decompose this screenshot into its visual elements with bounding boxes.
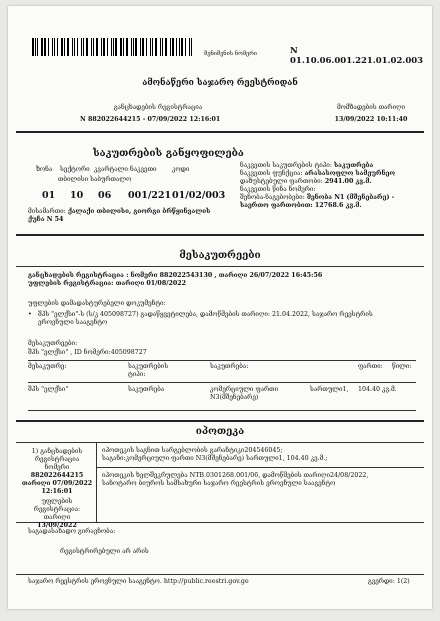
barcode-bar: [191, 38, 192, 56]
barcode-bar: [115, 38, 117, 56]
mortgage-line: საგანი:კომერციული ფართი N3(მშენებარე) სართული1, 104.40 კვ.მ.;: [102, 455, 328, 462]
barcode-bar: [131, 38, 132, 56]
barcode-bar: [96, 38, 98, 56]
barcode-bar: [91, 38, 93, 56]
barcode-bar: [135, 38, 137, 56]
footer-page: გვერდი: 1(2): [368, 578, 410, 585]
code-value: 06: [98, 190, 112, 201]
mortgage-line: იპოთეკის საგნით სარგებლობის გარანტიკი204546045;: [102, 447, 283, 454]
barcode-bar: [170, 38, 171, 56]
barcode-bar: [52, 38, 53, 56]
prepared-label: მომზადების თარიღი: [336, 104, 406, 111]
barcode-bar: [165, 38, 167, 56]
code-value: 10: [70, 190, 84, 201]
registration-value: N 882022644215 - 07/09/2022 12:16:01: [80, 116, 221, 123]
barcode-bar: [181, 38, 183, 56]
table-header-cell: ფართი:: [358, 363, 383, 370]
barcode-bar: [133, 38, 134, 56]
barcode-bar: [103, 38, 105, 56]
table-top-line: [28, 360, 416, 361]
barcode-bar: [37, 38, 38, 56]
basis-label: უფლების დამადასტურებელი დოკუმენტი:: [28, 300, 166, 307]
barcode-bar: [32, 38, 34, 56]
barcode-bar: [140, 38, 141, 56]
code-label: ნაკვეთი: [130, 166, 157, 173]
barcode-bar: [150, 38, 151, 56]
mortgage-details: [102, 447, 424, 463]
barcode-bar: [120, 38, 122, 56]
address-value: ქალაქი თბილისი, გიორგი ბრწყინვალის ქუჩა N 54: [28, 208, 211, 223]
barcode-bar: [111, 38, 112, 56]
barcode-bar: [35, 38, 36, 56]
barcode-bar: [77, 38, 79, 56]
owners-registration: განცხადების რეგისტრაცია : ნომერი 882022543130 , თარიღი 26/07/2022 16:45:56 უფლების რეგისტრაცია: თარიღი 01/08/2022: [28, 272, 323, 287]
barcode-bar: [107, 38, 108, 56]
barcode-bar: [74, 38, 75, 56]
table-cell: სართული1,: [310, 386, 349, 393]
table-header-cell: წილი:: [392, 363, 412, 370]
owners-section-title: მესაკუთრეები: [179, 250, 261, 261]
barcode-bar: [41, 38, 43, 56]
barcode-bar: [142, 38, 144, 56]
bullet-icon: •: [28, 311, 32, 318]
barcode-bar: [152, 38, 154, 56]
barcode-bar: [146, 38, 147, 56]
right-registration: უფლების რეგისტრაცია: თარიღი 13/09/2022: [33, 498, 81, 529]
detail-line: დაზუსტებული ფართობი: 2941.00 კვ.მ.: [240, 178, 372, 185]
barcode-bar: [189, 38, 190, 56]
barcode-bar: [83, 38, 84, 56]
table-row: [28, 386, 416, 408]
barcode-bar: [44, 38, 46, 56]
barcode-bar: [86, 38, 88, 56]
code-label: კვარტალი: [94, 166, 128, 173]
barcode-bar: [57, 38, 59, 56]
divider: [16, 266, 424, 267]
barcode-bar: [179, 38, 180, 56]
mortgage-line: სანოტარო ბიუროს სამსახური საჯარო რეესტრის ეროვნული სააგენტო: [102, 480, 336, 487]
divider: [16, 234, 424, 236]
owners-table-header: [28, 363, 416, 381]
document-page: [8, 6, 432, 609]
property-details: [240, 162, 420, 210]
barcode-bar: [172, 38, 174, 56]
owner-value: შპს "ელქსი" , ID ნომერი:405098727: [28, 349, 147, 356]
footer-agency: საჯარო რეესტრის ეროვნული სააგენტო. http://public.reestri.gov.ge: [28, 578, 249, 585]
barcode-bar: [155, 38, 157, 56]
mortgage-section-title: იპოთეკა: [195, 426, 245, 437]
owner-label: მესაკუთრეები:: [28, 340, 78, 347]
code-label: ზონა: [36, 166, 53, 173]
barcode-bar: [48, 38, 49, 56]
mortgage-registration: 1) განცხადების რეგისტრაცია ნომერი 882022644215 თარიღი 07/09/2022 12:16:01: [21, 448, 93, 495]
table-cell: 104.40 კვ.მ.: [358, 386, 397, 393]
table-header-cell: საკუთრება:: [210, 363, 249, 370]
table-cell: კომერციული ფართი N3(მშენებარე): [210, 386, 279, 401]
barcode-bar: [64, 38, 65, 56]
detail-line: ნაკვეთის საკუთრების ტიპი: საკუთრება: [240, 162, 374, 169]
divider: [16, 442, 424, 443]
column-divider: [96, 442, 97, 522]
basis-item: • შპს "ელქსი"-ს (ს/კ 405098727) გადაწყვეტილება, დამოწმების თარიღი: 21.04.2022, საჯარო რეესტრის ეროვნული სააგენტო: [28, 311, 373, 326]
code-value: 001/221: [128, 190, 172, 201]
document-number: N 01.10.06.001.221.01.02.003: [290, 46, 424, 66]
barcode-bar: [176, 38, 177, 56]
prepared-value: 13/09/2022 10:11:40: [334, 116, 408, 123]
barcode-bar: [54, 38, 55, 56]
mortgage-line: იპოთეკის ხელშეკრულება NTB.0301268.001/06, დამოწმების თარიღი24/08/2022,: [102, 472, 369, 479]
barcode-bar: [101, 38, 102, 56]
table-cell: საკუთრება: [128, 386, 165, 393]
barcode-bar: [81, 38, 82, 56]
barcode-bar: [72, 38, 73, 56]
tax-lien-label: საგადასახადო გირავნობა:: [28, 528, 116, 535]
table-header-line: [28, 382, 416, 383]
barcode-bar: [160, 38, 161, 56]
divider: [96, 467, 424, 468]
table-header-cell: მესაკუთრე:: [28, 363, 67, 370]
barcode-bar: [123, 38, 124, 56]
code-label: სექტორი: [60, 166, 90, 173]
barcode-bar: [113, 38, 114, 56]
table-bottom-line: [28, 410, 416, 411]
tax-lien-value: რეგისტრირებული არ არის: [60, 548, 149, 555]
district-label: თბილისი საბურთალო: [58, 176, 132, 183]
property-section-title: საკუთრების განყოფილება: [93, 148, 244, 159]
detail-line: შენობა-ნაგებობები: შენობა N1 (მშენებარე) - საერთო ფართობით: 12768.6 კვ.მ.: [240, 194, 395, 209]
agency-title: ამონაწერი საჯარო რეესტრიდან: [142, 78, 298, 88]
detail-line: ნაკვეთის წინა ნომერი:: [240, 186, 316, 193]
code-label: კოდი: [172, 166, 190, 173]
footer-line: [16, 574, 424, 575]
table-cell: შპს "ელქსი": [28, 386, 69, 393]
divider: [16, 420, 424, 422]
barcode-bar: [126, 38, 128, 56]
code-value: 01: [42, 190, 56, 201]
table-header-cell: საკუთრების ტიპი:: [128, 363, 169, 378]
barcode-caption: შენიშვნის ნომერი: [204, 51, 257, 57]
address-label: მისამართი:: [28, 208, 66, 215]
divider: [16, 131, 424, 133]
barcode: [32, 38, 194, 56]
address: [28, 208, 228, 224]
mortgage-contract: [102, 472, 424, 488]
barcode-bar: [67, 38, 69, 56]
barcode-bar: [185, 38, 187, 56]
registration-label: განცხადების რეგისტრაცია: [113, 104, 203, 111]
detail-line: ნაკვეთის ფუნქცია: არასასოფლო სამეურნეო: [240, 170, 396, 177]
barcode-bar: [162, 38, 163, 56]
barcode-bar: [93, 38, 94, 56]
barcode-bar: [61, 38, 63, 56]
code-value: 01/02/003: [172, 190, 226, 201]
